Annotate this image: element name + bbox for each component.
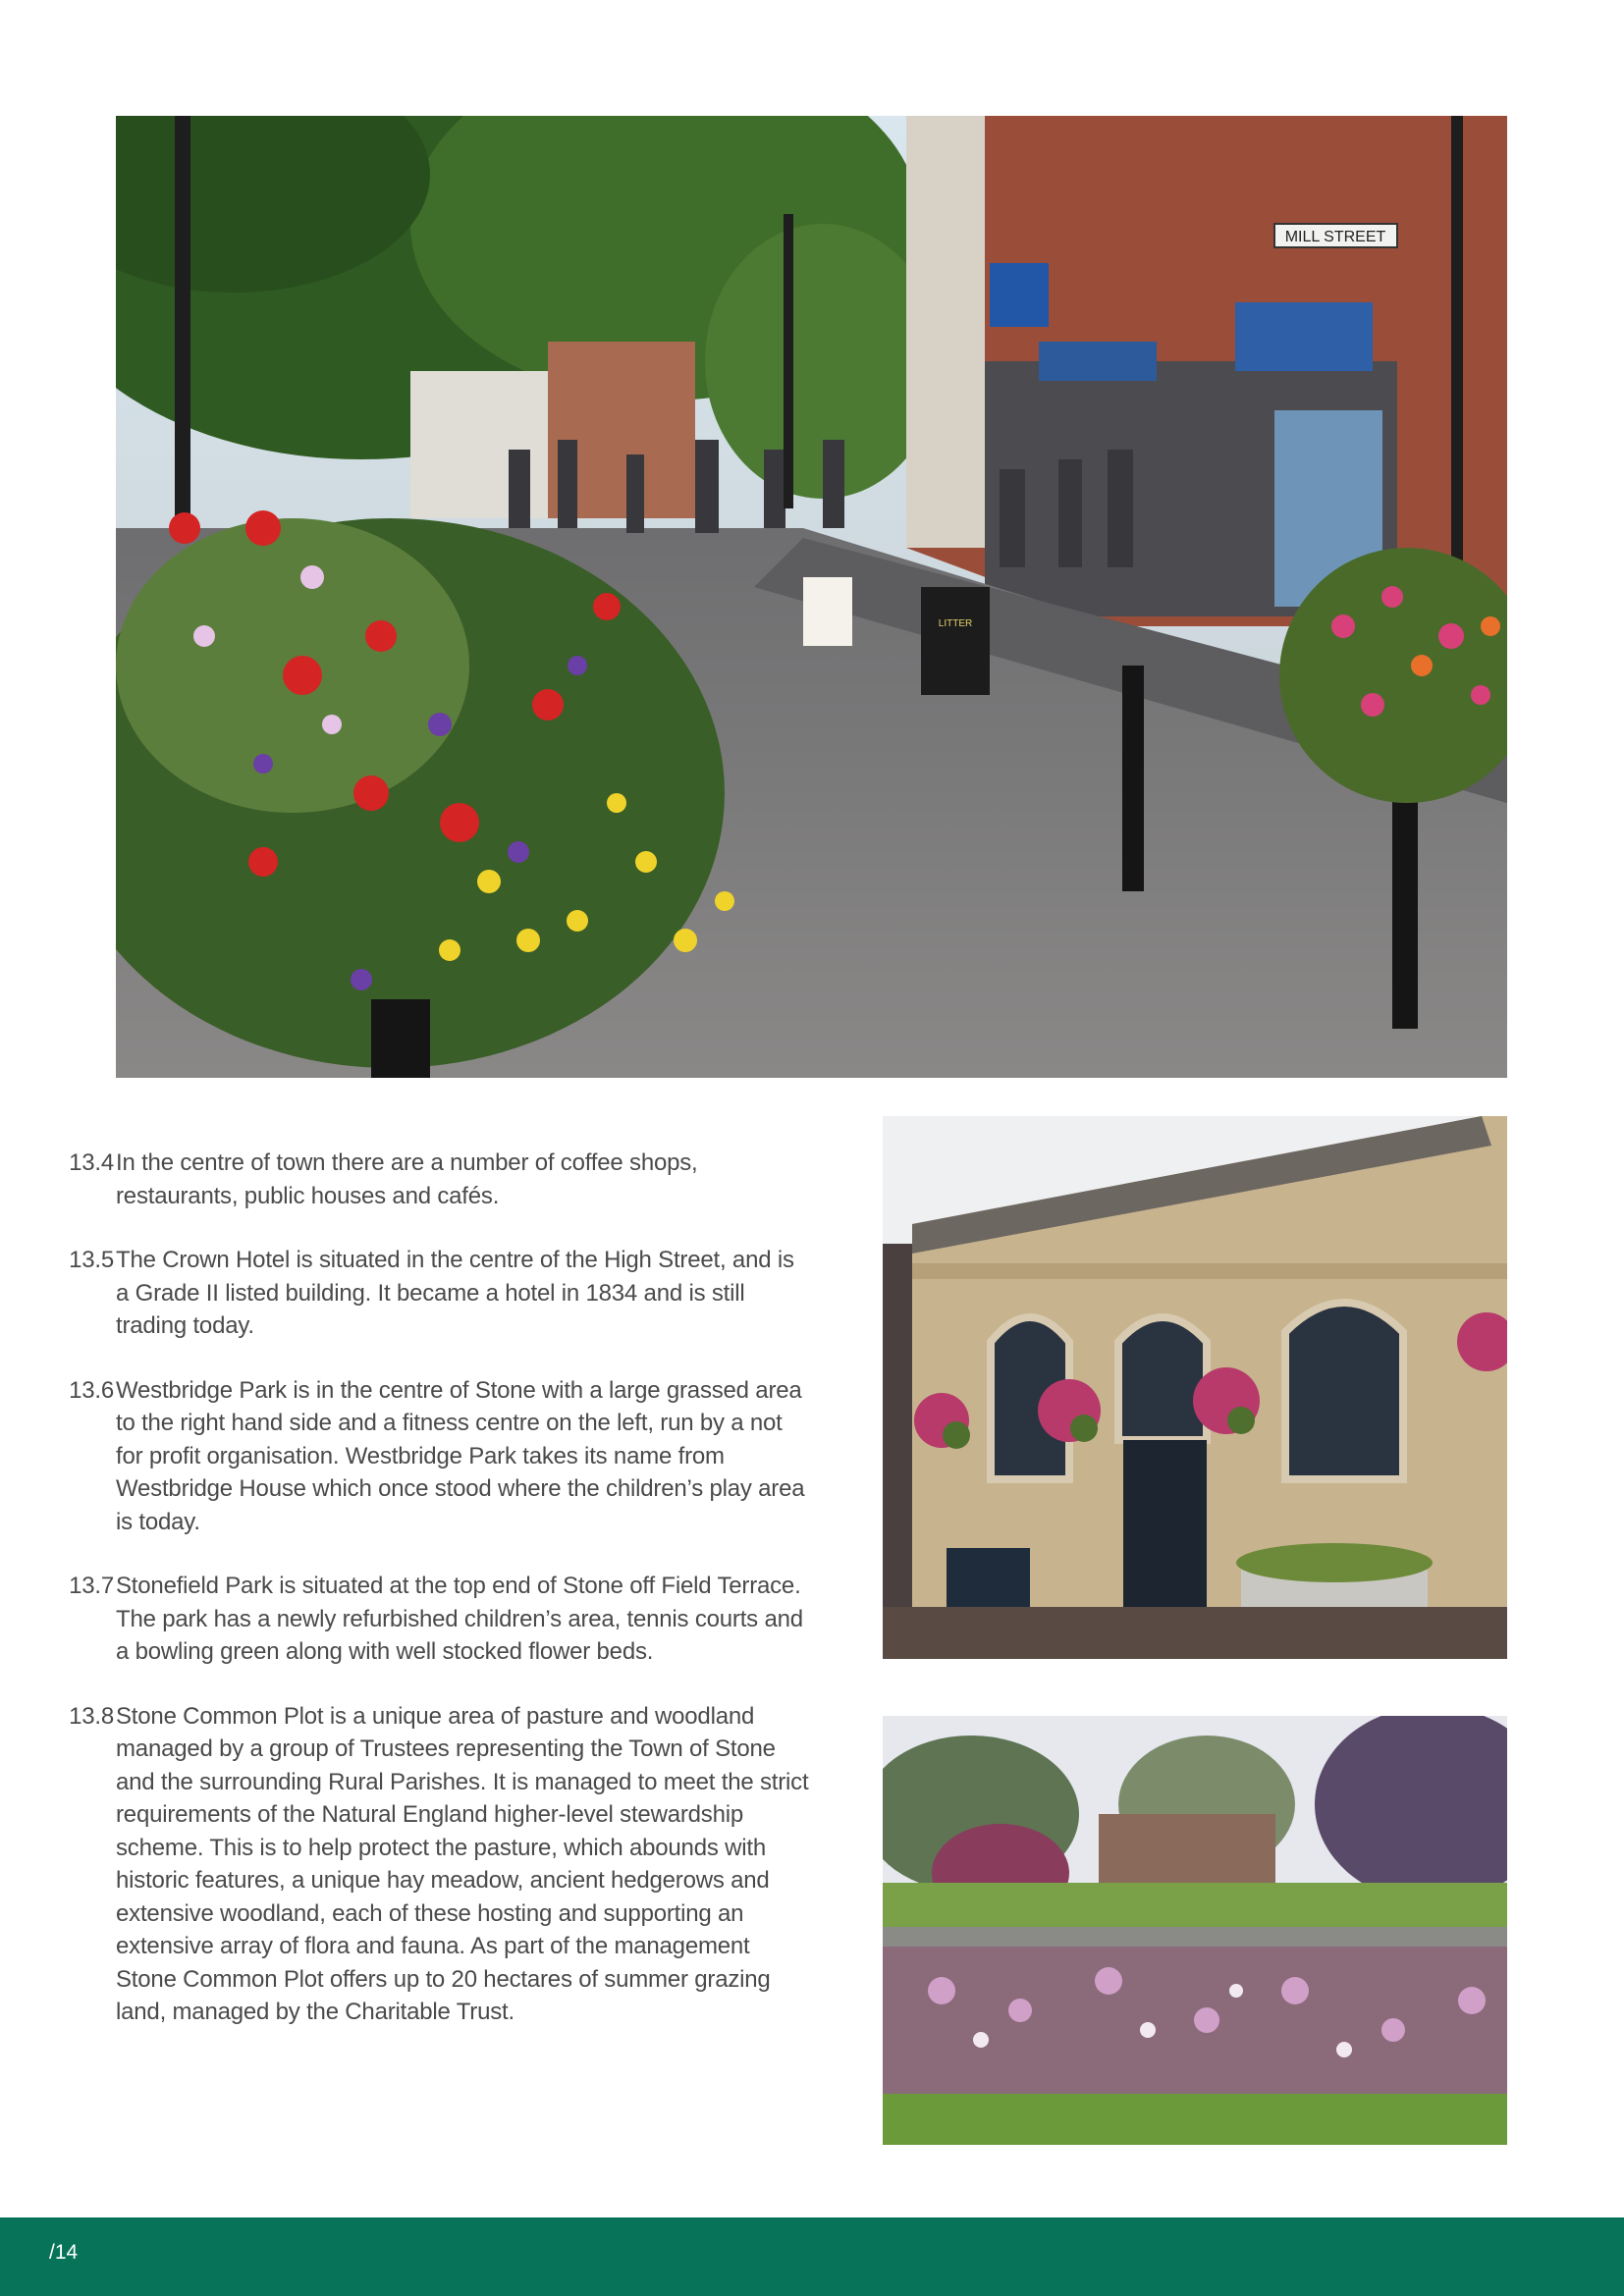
paragraph-text: Stone Common Plot is a unique area of pasture and woodland managed by a group of Trustees representing the Town of Stone and the surrounding Rural Parishes. It is managed to meet the strict requirements of the Natural England higher-level stewardship scheme. This is to help protect the pasture, which abounds with historic features, a unique hay meadow, ancient hedgerows and extensive woodland, each of these hosting and supporting an extensive array of flora and fauna. As part of the management Stone Common Plot offers up to 20 hectares of summer grazing land, managed by the Charitable Trust. (116, 1702, 809, 2025)
high-street-photo (116, 116, 1507, 1078)
paragraph-number: 13.8 (69, 1702, 114, 1730)
paragraph-text: The Crown Hotel is situated in the centre of the High Street, and is a Grade II listed building. It became a hotel in 1834 and is still trading today. (116, 1247, 794, 1339)
paragraph-text: Stonefield Park is situated at the top end of Stone off Field Terrace. The park has a newly refurbished children’s area, tennis courts and a bowling green along with well stocked flower beds. (116, 1573, 803, 1665)
paragraph-13-6 (55, 1374, 811, 1539)
paragraph-number: 13.7 (69, 1573, 114, 1599)
paragraph-number: 13.4 (69, 1149, 114, 1176)
page-footer (0, 2217, 1624, 2296)
paragraph-number: 13.6 (69, 1376, 114, 1404)
crown-hotel-photo (883, 1116, 1507, 1659)
paragraph-13-4 (55, 1147, 811, 1212)
paragraph-13-7 (55, 1570, 811, 1669)
mill-street-sign: MILL STREET (1284, 229, 1386, 245)
westbridge-park-photo (883, 1716, 1507, 2145)
paragraph-text: In the centre of town there are a number of coffee shops, restaurants, public houses and cafés. (116, 1149, 698, 1209)
paragraph-list (55, 1147, 811, 2060)
paragraph-13-5 (55, 1244, 811, 1343)
paragraph-number: 13.5 (69, 1247, 114, 1273)
paragraph-13-8 (55, 1700, 811, 2029)
litter-bin-label: LITTER (938, 618, 973, 629)
paragraph-text: Westbridge Park is in the centre of Stone with a large grassed area to the right hand side and a fitness centre on the left, run by a not for profit organisation. Westbridge Park takes its name from Westbridge House which once stood where the children’s play area is today. (116, 1376, 805, 1535)
page-number: /14 (49, 2241, 79, 2264)
